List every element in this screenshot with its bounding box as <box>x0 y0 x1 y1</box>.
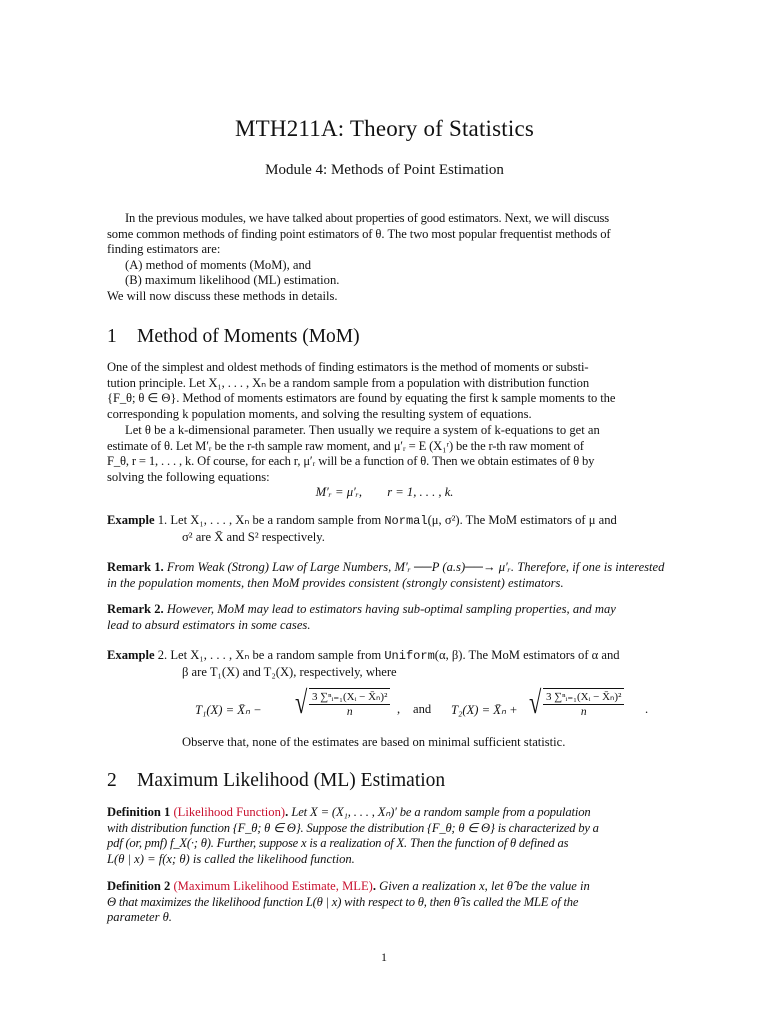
observation-note: Observe that, none of the estimates are based on minimal sufficient statistic. <box>182 735 566 749</box>
module-subtitle: Module 4: Methods of Point Estimation <box>265 162 504 178</box>
sqrt-t2: √ $\frac{\text{3 ∑ⁿᵢ₌₁(Xᵢ − X̄ₙ)²}}{n}$ <box>529 688 624 718</box>
intro-paragraph: In the previous modules, we have talked about properties of good estimators. Next, we will discuss some common methods of finding point estimators of θ. The two most popular frequentist methods of finding estimators are: (A) method of moments (MoM), and (B) maximum likelihood (ML) estimation. We will now discuss these methods in details. <box>107 211 662 305</box>
list-item-a: (A) method of moments (MoM), and <box>125 257 312 272</box>
definition-2: Definition 2 (Maximum Likelihood Estimate, MLE). Given a realization x, let θ̂ be the value in Θ that maximizes the likelihood function L(θ | x) with respect to θ, then θ̂ is called the MLE of the parameter θ. <box>107 879 590 925</box>
section-heading-mom: 1 Method of Moments (MoM) <box>107 326 360 347</box>
page-number: 1 <box>381 950 387 964</box>
mom-paragraph-1: One of the simplest and oldest methods of finding estimators is the method of moments or substi- tution principle. Let X₁, . . . , Xₙ be a random sample from a population with distribution function {F_θ; θ ∈ Θ}. Method of moments estimators are found by equating the first k sample moments to the corresponding k population moments, and solving the resulting system of equations. <box>107 360 616 421</box>
example-1: Example 1. Let X₁, . . . , Xₙ be a random sample from Normal(μ, σ²). The MoM estimators of μ and σ² are X̄ and S² respectively. <box>107 513 617 544</box>
mom-paragraph-2: Let θ be a k-dimensional parameter. Then usually we require a system of k-equations to get an estimate of θ. Let M′ᵣ be the r-th sample raw moment, and μ′ᵣ = E (X₁ʳ) be the r-th raw moment of F_θ, r = 1, . . . , k. Of course, for each r, μ′ᵣ will be a function of θ. Then we obtain estimates of θ by solving the following equations: <box>107 423 600 484</box>
document-title: MTH211A: Theory of Statistics <box>234 116 535 141</box>
example-2: Example 2. Let X₁, . . . , Xₙ be a random sample from Uniform(α, β). The MoM estimators of α and β are T₁(X) and T₂(X), respectively, where <box>107 648 620 679</box>
definition-1-link[interactable]: (Likelihood Function) <box>173 805 286 819</box>
moment-equation: M′ᵣ = μ′ᵣ, r = 1, . . . , k. <box>315 485 454 499</box>
sqrt-t1: √ $\frac{\text{3 ∑ⁿᵢ₌₁(Xᵢ − X̄ₙ)²}}{n}$ <box>295 688 390 718</box>
remark-1: Remark 1. From Weak (Strong) Law of Large Numbers, M′ᵣ ──P (a.s)──→ μ′ᵣ. Therefore, if one is interested in the population moments, then MoM provides consistent (strongly consistent) estimators. <box>107 560 665 590</box>
definition-2-link[interactable]: (Maximum Likelihood Estimate, MLE) <box>173 879 373 893</box>
uniform-estimators-equation: T₁(X) = X̄ₙ − √ $\frac{\text{3 ∑ⁿᵢ₌₁(Xᵢ − X̄ₙ)²}}{n}$ , and T₂(X) = X̄ₙ + √ $\frac{\text{3 ∑ⁿᵢ₌₁(Xᵢ − X̄ₙ)²}}{n}$ . <box>195 684 649 720</box>
remark-2: Remark 2. However, MoM may lead to estimators having sub-optimal sampling properties, and may lead to absurd estimators in some cases. <box>107 602 616 632</box>
list-item-b: (B) maximum likelihood (ML) estimation. <box>125 273 340 288</box>
section-heading-ml: 2 Maximum Likelihood (ML) Estimation <box>107 770 446 791</box>
definition-1: Definition 1 (Likelihood Function). Let X = (X₁, . . . , Xₙ)′ be a random sample from a population with distribution function {F_θ; θ ∈ Θ}. Suppose the distribution {F_θ; θ ∈ Θ} is characterized by a pdf (or, pmf) f_X(·; θ). Further, suppose x is a realization of X. Then the function of θ defined as L(θ | x) = f(x; θ) is called the likelihood function. <box>107 805 599 866</box>
